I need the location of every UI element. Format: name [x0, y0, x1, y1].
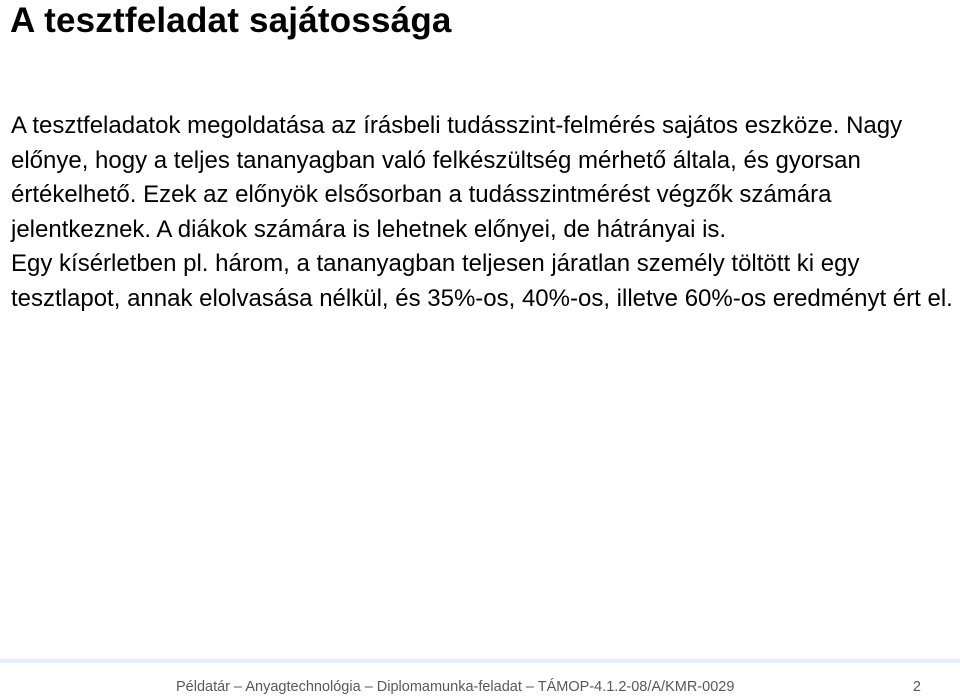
body-paragraph: Egy kísérletben pl. három, a tananyagban teljesen járatlan személy töltött ki egy tesztlapot, annak elolvasása nélkül, és 35%-os, 40%-os, illetve 60%-os eredményt ért el.	[11, 250, 953, 312]
footer-divider	[0, 659, 960, 663]
footer-separator: –	[525, 679, 534, 695]
footer-part-topic: Diplomamunka-feladat	[376, 679, 522, 695]
footer-part-collection: Példatár	[176, 679, 231, 695]
footer-separator: –	[364, 679, 373, 695]
slide-title: A tesztfeladat sajátossága	[10, 1, 452, 40]
footer-separator: –	[234, 679, 243, 695]
page-number: 2	[912, 679, 921, 695]
slide-body	[11, 109, 956, 316]
body-paragraph: A tesztfeladatok megoldatása az írásbeli tudásszint-felmérés sajátos eszköze. Nagy előnye, hogy a teljes tananyagban való felkészültség mérhető általa, és gyorsan értékelhető. Ezek az előnyök elsősorban a tudásszintmérést végzők számára jelentkeznek. A diákok számára is lehetnek előnyei, de hátrányai is.	[11, 112, 903, 243]
footer-part-project-code: TÁMOP-4.1.2-08/A/KMR-0029	[537, 679, 735, 695]
footer-part-subject: Anyagtechnológia	[245, 679, 361, 695]
footer-text	[176, 678, 734, 696]
